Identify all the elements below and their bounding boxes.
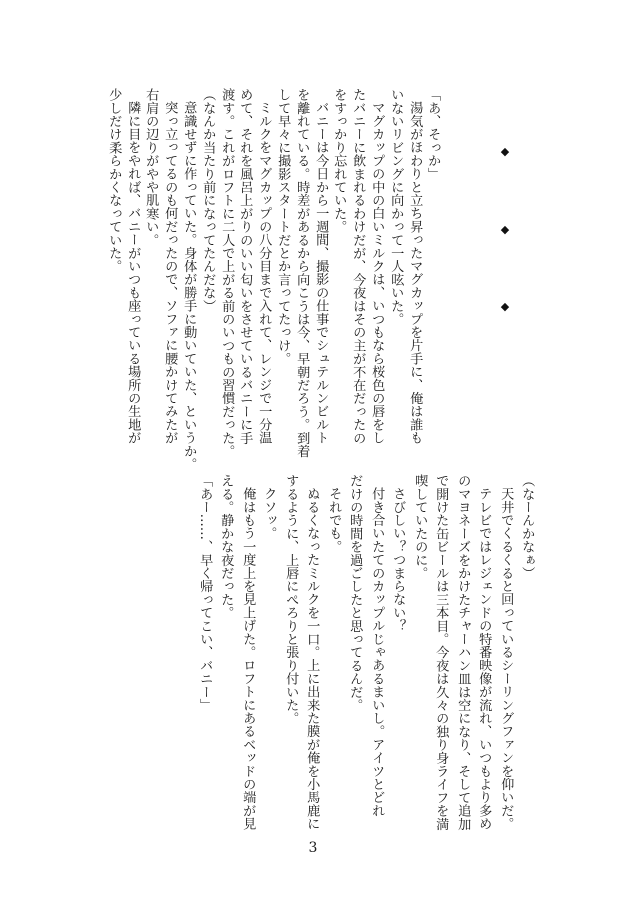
text-column: で開けた缶ビールは三本目。今夜は久々の独り身ライフを満 <box>433 474 449 831</box>
text-column: 右肩の辺りがやや肌寒い。 <box>143 88 159 247</box>
text-column: するように、上唇にぺろりと張り付いた。 <box>283 474 299 725</box>
text-column: クソッ。 <box>261 487 277 540</box>
text-column: ミルクをマグカップの八分目まで入れて、レンジで一分温 <box>256 101 272 445</box>
scene-break-diamond: ◆ <box>500 300 510 313</box>
text-column: 渡す。これがロフトに二人で上がる前のいつもの習慣だった。 <box>219 88 235 458</box>
text-column: さびしい？つまらない？ <box>390 487 406 633</box>
text-column: 「あ、そっか」 <box>425 88 441 181</box>
scene-break-diamond: ◆ <box>500 223 510 236</box>
text-column: 意識せずに作っていた。身体が勝手に動いていた、というか。 <box>181 101 197 471</box>
text-column: 湯気がほわりと立ち昇ったマグカップを片手に、俺は誰も <box>407 101 423 445</box>
text-column: のマヨネーズをかけたチャーハン皿は空になり、そして追加 <box>455 474 471 831</box>
text-column: を離れている。時差があるから向こうは今、早朝だろう。到着 <box>294 88 310 458</box>
text-column: 突っ立ってるのも何だったので、ソファに腰かけてみたが <box>162 101 178 445</box>
text-column: それでも。 <box>326 487 342 554</box>
text-column: 少しだけ柔らかくなっていた。 <box>106 88 122 273</box>
text-column: 隣に目をやれば、バニーがいつも座っている場所の生地が <box>125 101 141 445</box>
text-column: える。静かな夜だった。 <box>218 474 234 620</box>
text-column: 天井でくるくると回っているシーリングファンを仰いだ。 <box>498 487 514 831</box>
text-column: テレビではレジェンドの特番映像が流れ、いつもより多め <box>476 487 492 831</box>
text-column: して早々に撮影スタートだとか言ってたっけ。 <box>275 88 291 366</box>
text-column: マグカップの中の白いミルクは、いつもなら桜色の唇をし <box>369 101 385 445</box>
text-column: 俺はもう一度上を見上げた。ロフトにあるベッドの端が見 <box>240 487 256 831</box>
text-column: （なんか当たり前になってたんだな） <box>200 88 216 313</box>
text-column: 付き合いたてのカップルじゃあるまいし。アイツとどれ <box>369 487 385 818</box>
text-column: たバニーに飲まれるわけだが、今夜はその主が不在だったの <box>350 88 366 445</box>
text-column: バニーは今日から一週間、撮影の仕事でシュテルンビルト <box>313 101 329 445</box>
text-column: ぬるくなったミルクを一口。上に出来た膜が俺を小馬鹿に <box>304 487 320 831</box>
text-column: （なーんかなぁ） <box>519 474 535 580</box>
text-column: 「あー……、早く帰ってこい、バニー」 <box>197 474 213 712</box>
scene-break-diamond: ◆ <box>500 145 510 158</box>
text-column: をすっかり忘れていた。 <box>331 88 347 234</box>
text-column: 喫していたのに。 <box>412 474 428 580</box>
page-number: 3 <box>308 840 318 856</box>
text-column: めて、それを風呂上がりのいい匂いをさせているバニーに手 <box>237 88 253 445</box>
text-column: だけの時間を過ごしたと思ってるんだ。 <box>347 474 363 712</box>
text-column: いないリビングに向かって一人呟いた。 <box>388 88 404 326</box>
